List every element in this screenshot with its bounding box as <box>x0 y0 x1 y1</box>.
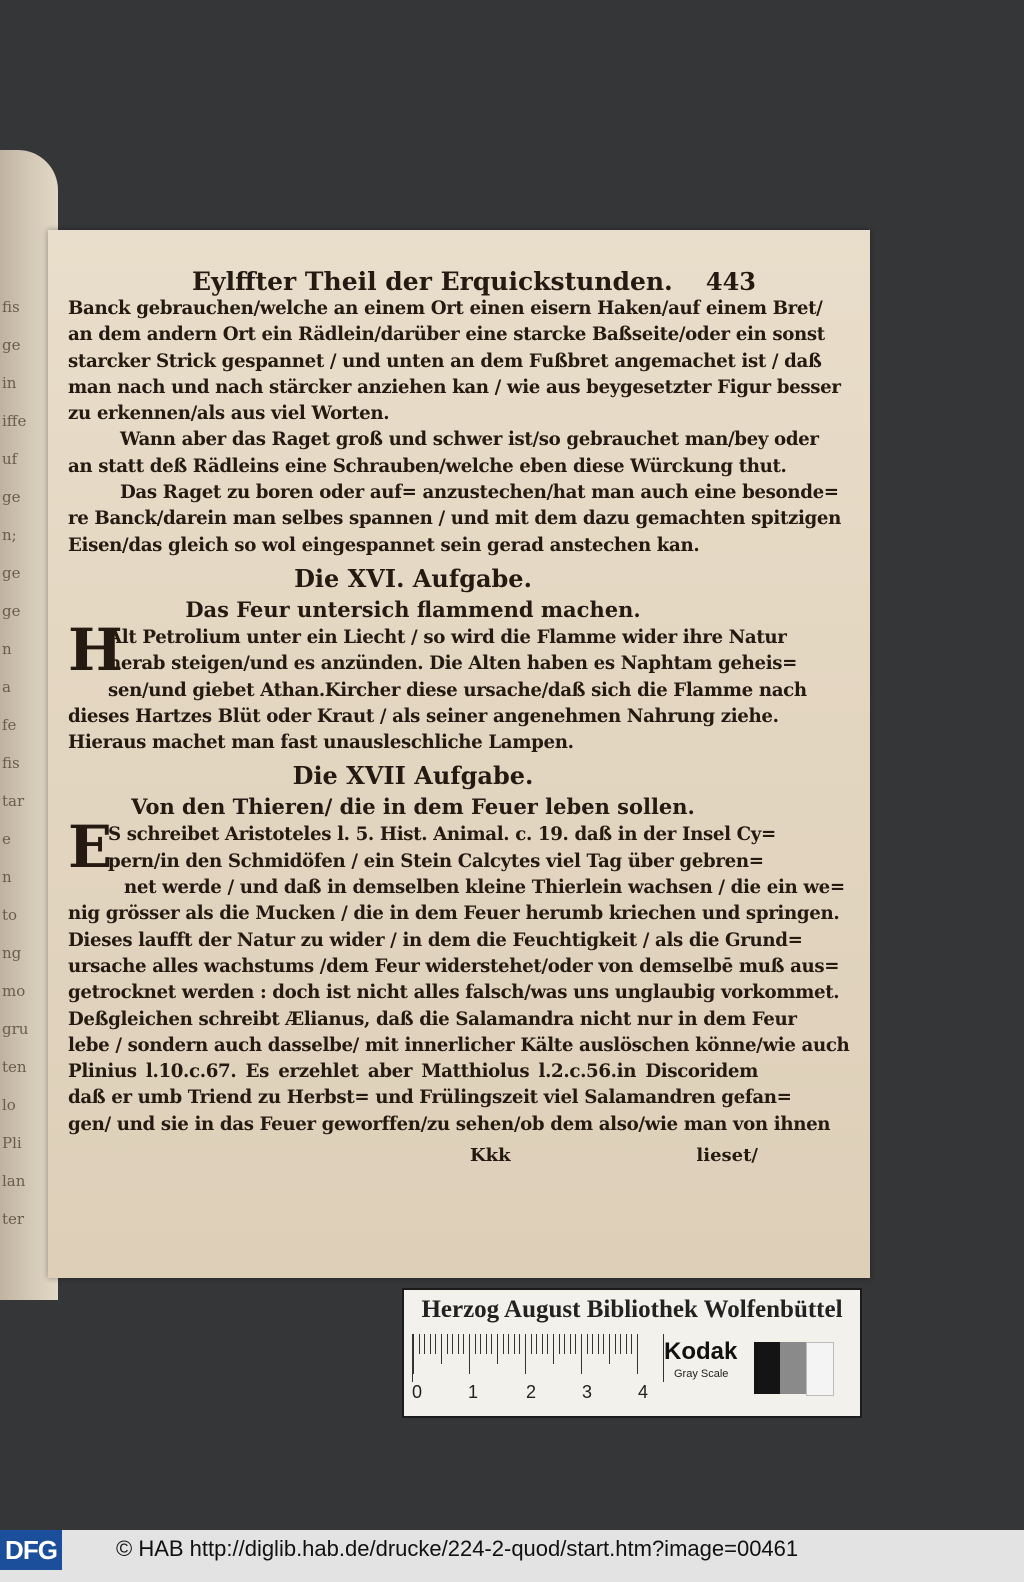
text-line: herab steigen/und es anzünden. Die Alten haben es Naphtam geheis= <box>108 653 798 675</box>
ruler-tick <box>424 1334 425 1354</box>
ruler <box>412 1334 664 1382</box>
ruler-tick <box>413 1334 414 1374</box>
left-page-fragment: n <box>2 868 12 886</box>
ruler-tick <box>452 1334 453 1354</box>
ruler-tick <box>514 1334 515 1354</box>
left-page-fragment: ge <box>2 336 21 354</box>
left-page-fragment: mo <box>2 982 26 1000</box>
section-17-subtitle: Von den Thieren/ die in dem Feuer leben sollen. <box>131 794 695 820</box>
left-page-fragment: to <box>2 906 18 924</box>
text-line: S schreibet Aristoteles l. 5. Hist. Animal. c. 19. daß in der Insel Cy= <box>108 824 776 846</box>
ruler-tick <box>491 1334 492 1354</box>
ruler-tick <box>475 1334 476 1354</box>
ruler-tick <box>536 1334 537 1354</box>
ruler-tick <box>463 1334 464 1354</box>
ruler-tick <box>441 1334 442 1364</box>
ruler-tick <box>581 1334 582 1374</box>
page-footer <box>68 1142 758 1170</box>
section-16-body <box>68 615 807 756</box>
text-line: man nach und nach stärcker anziehen kan / wie aus beygesetzter Figur besser <box>68 376 841 398</box>
text-line: Eisen/das gleich so wol eingespannet sein gerad anstechen kan. <box>68 534 700 556</box>
section-16-subtitle: Das Feur untersich flammend machen. <box>185 596 641 622</box>
running-title: Eylffter Theil der Erquickstunden. <box>192 267 673 296</box>
text-line: Das Raget zu boren oder auf= anzustechen/hat man auch eine besonde= <box>120 482 839 504</box>
text-line: Deßgleichen schreibt Ælianus, daß die Salamandra nicht nur in dem Feur <box>68 1008 797 1030</box>
ruler-tick <box>559 1334 560 1354</box>
left-page-fragment: lan <box>2 1172 26 1190</box>
left-page-fragment: ge <box>2 488 21 506</box>
ruler-tick <box>570 1334 571 1354</box>
color-card <box>402 1288 862 1418</box>
left-page-fragment: fis <box>2 298 20 316</box>
text-line: Hieraus machet man fast unausleschliche Lampen. <box>68 732 574 754</box>
ruler-tick <box>615 1334 616 1354</box>
text-line: pern/in den Schmidöfen / ein Stein Calcytes viel Tag über gebren= <box>108 850 764 872</box>
paragraph-2 <box>68 427 819 480</box>
section-16-title: Die XVI. Aufgabe. <box>294 563 532 593</box>
left-page-fragment: lo <box>2 1096 16 1114</box>
ruler-number: 1 <box>468 1382 479 1402</box>
ruler-tick <box>469 1334 470 1374</box>
left-page-fragment: a <box>2 678 11 696</box>
text-line: Banck gebrauchen/welche an einem Ort einen eisern Haken/auf einem Bret/ <box>68 298 823 319</box>
gray-scale-label: Gray Scale <box>674 1368 729 1380</box>
ruler-tick <box>564 1334 565 1354</box>
paragraph-1 <box>68 296 841 427</box>
kodak-logo: Kodak <box>664 1338 738 1365</box>
copyright-link-text[interactable]: © HAB http://diglib.hab.de/drucke/224-2-quod/start.htm?image=00461 <box>116 1536 799 1561</box>
ruler-tick <box>419 1334 420 1354</box>
text-line: ursache alles wachstums /dem Feur widerstehet/oder von demselbē muß aus= <box>68 955 840 977</box>
left-page-fragment: Pli <box>2 1134 22 1152</box>
left-page-fragment: ge <box>2 564 21 582</box>
left-page-fragment: in <box>2 374 17 392</box>
ruler-tick <box>480 1334 481 1354</box>
ruler-tick <box>575 1334 576 1354</box>
ruler-tick <box>508 1334 509 1354</box>
ruler-tick <box>486 1334 487 1354</box>
left-page-fragment: fe <box>2 716 17 734</box>
ruler-number: 3 <box>582 1382 593 1402</box>
ruler-tick <box>637 1334 638 1374</box>
drop-cap-initial: E <box>68 813 113 882</box>
text-line: net werde / und daß in demselben kleine Thierlein wachsen / die ein we= <box>124 877 845 899</box>
ruler-tick <box>547 1334 548 1354</box>
text-line: getrocknet werden : doch ist nicht alles falsch/was uns unglaubig vorkommet. <box>68 982 840 1004</box>
left-page-fragment: ge <box>2 602 21 620</box>
ruler-tick <box>458 1334 459 1354</box>
left-page-fragment: fis <box>2 754 20 772</box>
page-number: 443 <box>705 267 756 296</box>
ruler-tick <box>430 1334 431 1354</box>
ruler-tick <box>435 1334 436 1354</box>
drop-cap-initial: H <box>68 615 123 684</box>
ruler-tick <box>531 1334 532 1354</box>
paragraph-3 <box>68 480 841 559</box>
left-page-fragment: uf <box>2 450 18 468</box>
ruler-numbers <box>412 1382 672 1404</box>
left-page-fragment: e <box>2 830 11 848</box>
text-line: daß er umb Triend zu Herbst= und Frülingszeit viel Salamandren gefan= <box>68 1087 792 1109</box>
ruler-tick <box>587 1334 588 1354</box>
ruler-tick <box>542 1334 543 1354</box>
ruler-number: 0 <box>412 1382 423 1402</box>
page-text <box>68 260 850 1170</box>
text-line: Alt Petrolium unter ein Liecht / so wird die Flamme wider ihre Natur <box>108 626 787 648</box>
ruler-tick <box>609 1334 610 1364</box>
text-line: Dieses laufft der Natur zu wider / in dem die Feuchtigkeit / als die Grund= <box>68 929 803 951</box>
ruler-number: 2 <box>526 1382 537 1402</box>
gray-swatch <box>754 1342 780 1394</box>
gray-swatch <box>806 1342 834 1396</box>
dfg-logo: DFG <box>0 1530 62 1570</box>
left-page-fragment: ter <box>2 1210 25 1228</box>
text-line: starcker Strick gespannet / und unten an dem Fußbret angemachet ist / daß <box>68 350 822 372</box>
left-page-fragment: ten <box>2 1058 27 1076</box>
catchword: lieset/ <box>696 1145 758 1167</box>
signature-mark: Kkk <box>470 1145 511 1167</box>
ruler-tick <box>525 1334 526 1374</box>
ruler-tick <box>519 1334 520 1354</box>
section-17-title: Die XVII Aufgabe. <box>292 761 534 791</box>
gray-swatch <box>780 1342 806 1394</box>
text-line: Plinius l.10.c.67. Es erzehlet aber Matthiolus l.2.c.56.in Discoridem <box>68 1061 758 1083</box>
ruler-number: 4 <box>638 1382 649 1402</box>
text-line: gen/ und sie in das Feuer geworffen/zu sehen/ob dem also/wie man von ihnen <box>68 1113 831 1135</box>
text-line: re Banck/darein man selbes spannen / und mit dem dazu gemachten spitzigen <box>68 508 841 530</box>
ruler-tick <box>603 1334 604 1354</box>
text-line: sen/und giebet Athan.Kircher diese ursache/daß sich die Flamme nach <box>108 679 807 701</box>
ruler-tick <box>447 1334 448 1354</box>
ruler-tick <box>503 1334 504 1354</box>
ruler-tick <box>598 1334 599 1354</box>
text-line: lebe / sondern auch dasselbe/ mit innerlicher Kälte auslöschen könne/wie auch <box>68 1034 850 1056</box>
left-page-fragment: tar <box>2 792 25 810</box>
left-page-fragment: n <box>2 640 12 658</box>
ruler-tick <box>553 1334 554 1364</box>
text-line: dieses Hartzes Blüt oder Kraut / als seiner angenehmen Nahrung ziehe. <box>68 705 779 727</box>
text-line: an dem andern Ort ein Rädlein/darüber eine starcke Baßseite/oder ein sonst <box>68 324 825 346</box>
ruler-tick <box>592 1334 593 1354</box>
ruler-tick <box>631 1334 632 1354</box>
ruler-tick <box>497 1334 498 1364</box>
text-line: an statt deß Rädleins eine Schrauben/welche eben diese Würckung thut. <box>68 455 787 477</box>
left-page-fragment: gru <box>2 1020 29 1038</box>
ruler-tick <box>626 1334 627 1354</box>
left-page-fragment: iffe <box>2 412 27 430</box>
left-page-fragment: n; <box>2 526 17 544</box>
left-page-fragment: ng <box>2 944 22 962</box>
ruler-tick <box>620 1334 621 1354</box>
text-line: nig grösser als die Mucken / die in dem Feuer herumb kriechen und springen. <box>68 903 840 925</box>
running-header <box>192 260 758 296</box>
text-line: zu erkennen/als aus viel Worten. <box>68 403 390 425</box>
section-17-body <box>68 813 850 1138</box>
institution-name: Herzog August Bibliothek Wolfenbüttel <box>421 1296 843 1323</box>
text-line: Wann aber das Raget groß und schwer ist/so gebrauchet man/bey oder <box>120 429 819 451</box>
credit-bar <box>0 1530 1024 1582</box>
